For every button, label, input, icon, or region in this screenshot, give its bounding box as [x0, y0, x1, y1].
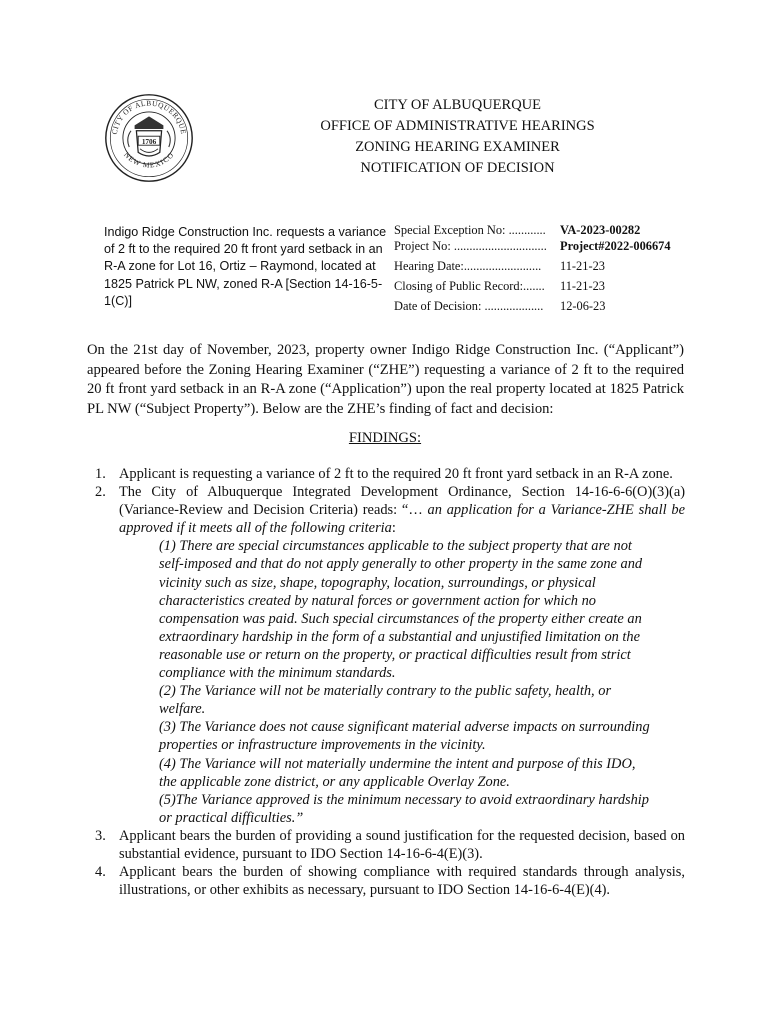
- header-examiner: ZONING HEARING EXAMINER: [355, 139, 560, 155]
- svg-text:1706: 1706: [141, 137, 157, 146]
- criteria-list: [119, 537, 685, 827]
- case-info-label: Special Exception No: ............: [394, 223, 546, 237]
- findings-heading: FINDINGS:: [348, 430, 422, 446]
- case-info-value: 11-21-23: [560, 259, 605, 273]
- case-info-row: [394, 222, 684, 238]
- request-summary: Indigo Ridge Construction Inc. requests a variance of 2 ft to the required 20 ft front yard setback in an R-A zone for Lot 16, Ortiz – Raymond, located at 1825 Patrick PL NW, zoned R-A [Section 14-16-5-1(C)]: [104, 225, 387, 308]
- finding-text: The City of Albuquerque Integrated Development Ordinance, Section 14-16-6-6(O)(3)(a) (Variance-Review and Decision Criteria) reads: “…: [119, 484, 685, 519]
- finding-number: 1.: [95, 466, 106, 482]
- finding-number: 4.: [95, 864, 106, 881]
- finding-text-end: :: [391, 520, 396, 537]
- header-notification: NOTIFICATION OF DECISION: [360, 160, 555, 176]
- svg-text:CITY OF ALBUQUERQUE: CITY OF ALBUQUERQUE: [109, 98, 189, 136]
- finding-text: Applicant bears the burden of providing a sound justification for the requested decision, based on substantial evidence, pursuant to IDO Section 14-16-6-4(E)(3).: [119, 827, 685, 862]
- finding-item: [87, 465, 685, 483]
- finding-item: [87, 483, 685, 827]
- case-info-label: Date of Decision: ...................: [394, 299, 544, 313]
- intro-paragraph: On the 21st day of November, 2023, property owner Indigo Ridge Construction Inc. (“Applicant”) appeared before the Zoning Hearing Examiner (“ZHE”) requesting a variance of 2 ft to the required 20 ft front yard setback in an R-A zone (“Application”) upon the real property located at 1825 Patrick PL NW (“Subject Property”). Below are the ZHE’s finding of fact and decision:: [87, 342, 684, 417]
- criterion-item: (5)The Variance approved is the minimum necessary to avoid extraordinary hardship or practical difficulties.”: [159, 791, 650, 826]
- finding-item: [87, 827, 685, 863]
- finding-text: Applicant is requesting a variance of 2 ft to the required 20 ft front yard setback in an R-A zone.: [119, 466, 673, 482]
- case-info-label: Project No: ..............................: [394, 239, 547, 253]
- criterion-item: (2) The Variance will not be materially contrary to the public safety, health, or welfare.: [159, 683, 612, 718]
- svg-text:NEW MEXICO: NEW MEXICO: [122, 150, 176, 170]
- criterion-item: (3) The Variance does not cause significant material adverse impacts on surrounding properties or infrastructure improvements in the vicinity.: [159, 719, 650, 754]
- case-info-row: [394, 296, 684, 316]
- case-info-label: Hearing Date:.........................: [394, 259, 542, 273]
- finding-item: [87, 863, 685, 899]
- case-info-value: 12-06-23: [560, 299, 606, 313]
- criterion-item: (4) The Variance will not materially undermine the intent and purpose of this IDO, the applicable zone district, or any applicable Overlay Zone.: [159, 755, 636, 790]
- case-info-row: [394, 238, 684, 254]
- case-info-row: [394, 256, 684, 276]
- finding-text-italic: an application for a Variance-ZHE shall be approved if it meets all of the following criteria: [119, 502, 685, 537]
- case-info-label: Closing of Public Record:.......: [394, 279, 545, 293]
- case-info-table: [394, 222, 684, 316]
- case-info-value: 11-21-23: [560, 279, 605, 293]
- criterion-item: (1) There are special circumstances applicable to the subject property that are not self-imposed and that do not apply generally to other property in the same zone and vicinity such as size, shape, topography, location, surroundings, or physical characteristics created by natural forces or government action for which no compensation was paid. Such special circumstances of the property either create an extraordinary hardship in the form of a substantial and unjustified limitation on the reasonable use or return on the property, or practical difficulties result from strict compliance with the minimum standards.: [159, 538, 643, 682]
- document-header: [290, 95, 625, 179]
- finding-number: 2.: [95, 484, 106, 501]
- case-info-row: [394, 276, 684, 296]
- case-info-value: Project#2022-006674: [560, 239, 671, 253]
- case-info-value: VA-2023-00282: [560, 223, 641, 237]
- city-seal-logo: [104, 93, 194, 183]
- header-office: OFFICE OF ADMINISTRATIVE HEARINGS: [320, 118, 595, 134]
- findings-list: [87, 465, 685, 899]
- finding-number: 3.: [95, 827, 106, 844]
- header-city: CITY OF ALBUQUERQUE: [373, 97, 542, 113]
- finding-text: Applicant bears the burden of showing compliance with required standards through analysis, illustrations, or other exhibits as necessary, pursuant to IDO Section 14-16-6-4(E)(4).: [119, 864, 685, 899]
